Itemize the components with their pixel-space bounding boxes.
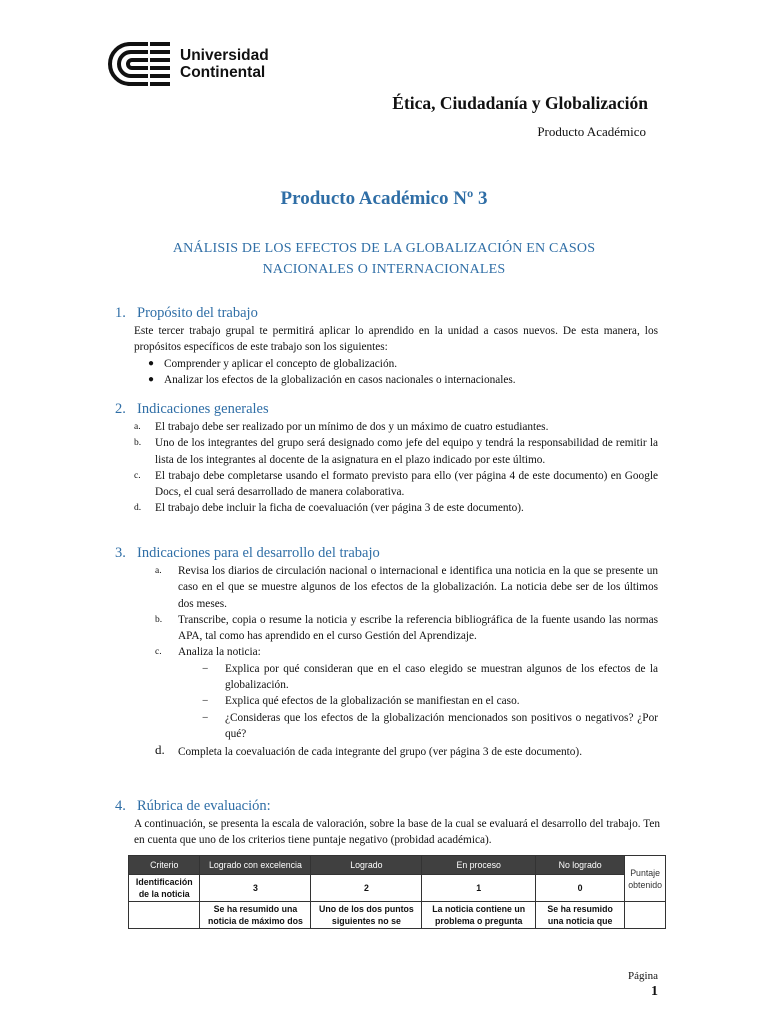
section-2-title: Indicaciones generales [137,401,269,417]
list-marker: a. [134,422,141,432]
column-header: En proceso [422,856,536,875]
sub-list-item-text: ¿Consideras que los efectos de la globalización mencionados son positivos o negativos? ¿Por qué? [225,711,658,740]
list-marker: b. [134,438,142,449]
list-marker: c. [134,470,141,481]
column-header: Logrado con excelencia [200,856,311,875]
list-item [134,500,658,516]
logo-text [180,47,269,81]
section-3-heading [115,545,380,562]
column-header: Logrado [311,856,422,875]
list-item [134,435,658,468]
column-header: No logrado [536,856,625,875]
section-3-list [155,563,658,761]
university-logo [108,40,269,88]
table-cell [129,902,200,929]
sub-list-item [178,661,658,694]
list-item [155,744,658,760]
rubric-table [128,855,666,929]
section-1-title: Propósito del trabajo [137,305,258,321]
table-row [129,875,666,902]
table-cell: 0 [536,875,625,902]
column-header: Criterio [129,856,200,875]
table-cell: La noticia contiene un problema o pregunta [422,902,536,929]
list-item: ● Analizar los efectos de la globalización en casos nacionales o internacionales. [148,372,658,388]
sub-list-item [178,693,658,709]
table-cell: Se ha resumido una noticia que [536,902,625,929]
section-4-text: A continuación, se presenta la escala de valoración, sobre la base de la cual se evaluará el desarrollo del trabajo. Ten en cuenta que uno de los criterios tiene puntaje negativo (probidad académica). [134,818,660,847]
table-cell: 1 [422,875,536,902]
dash-marker: − [202,662,209,675]
list-item-text: El trabajo debe ser realizado por un mínimo de dos y un máximo de cuatro estudiantes. [155,421,549,433]
section-2-list [134,419,658,517]
course-subtitle: Producto Académico [537,124,646,139]
column-header-score: Puntaje obtenido [625,856,666,902]
table-cell: Identificación de la noticia [129,875,200,902]
list-item-text: Uno de los integrantes del grupo será designado como jefe del equipo y tendrá la responsabilidad de remitir la lista de los integrantes al docente de la asignatura en el plazo indicado por este último. [155,437,658,466]
logo-line1: Universidad [180,47,269,64]
list-marker: d. [134,503,142,514]
page-number: 1 [651,984,658,999]
list-marker: a. [155,566,162,576]
sub-list-item-text: Explica por qué consideran que en el caso elegido se muestran algunos de los efectos de la globalización. [225,662,658,692]
list-item-text: Revisa los diarios de circulación nacional o internacional e identifica una noticia en la que se presente un caso en el que se muestre algunos de los efectos de la globalización. La noticia debe ser de los últimos dos meses. [178,565,658,610]
section-4-title: Rúbrica de evaluación: [137,798,271,814]
table-cell: Se ha resumido una noticia de máximo dos [200,902,311,929]
list-item-text: El trabajo debe incluir la ficha de coevaluación (ver página 3 de este documento). [155,502,524,515]
section-2-heading [115,401,269,418]
list-item-text: El trabajo debe completarse usando el formato previsto para ello (ver página 4 de este documento) en Google Docs, el cual será desarrollado de manera colaborativa. [155,469,658,499]
dash-marker: − [202,711,209,724]
list-item: ● Comprender y aplicar el concepto de globalización. [148,356,658,372]
list-marker: d. [155,742,165,758]
list-item-text: Completa la coevaluación de cada integrante del grupo (ver página 3 de este documento). [178,746,583,759]
table-cell [625,902,666,929]
page-label: Página [628,970,658,982]
section-3-number: 3. [115,545,126,561]
list-item [155,563,658,612]
course-title: Ética, Ciudadanía y Globalización [392,93,648,113]
list-marker: b. [155,614,163,625]
sub-list-item [178,710,658,743]
section-1-bullets [148,356,658,389]
list-item-text: Transcribe, copia o resume la noticia y escribe la referencia bibliográfica de la fuente usando las normas APA, tal como has aprendido en el curso Gestión del Aprendizaje. [178,613,658,643]
section-1-heading [115,305,258,322]
document-subtitle: ANÁLISIS DE LOS EFECTOS DE LA GLOBALIZACIÓN EN CASOS NACIONALES O INTERNACIONALES [172,241,596,277]
table-cell: 3 [200,875,311,902]
section-4-number: 4. [115,798,126,814]
section-4-heading [115,798,271,815]
table-cell: 2 [311,875,422,902]
table-row [129,902,666,929]
list-item-text: Analiza la noticia: [178,646,261,659]
list-item [155,644,658,742]
dash-marker: − [202,695,209,708]
list-item [134,468,658,501]
document-title: Producto Académico Nº 3 [280,188,488,209]
section-1-number: 1. [115,305,126,321]
table-header-row [129,856,666,875]
sub-list-item-text: Explica qué efectos de la globalización se manifiestan en el caso. [225,695,520,708]
list-item [155,612,658,645]
list-marker: c. [155,647,162,658]
section-1-text: Este tercer trabajo grupal te permitirá aplicar lo aprendido en la unidad a casos nuevos. De esta manera, los propósitos específicos de este trabajo son los siguientes: [134,325,658,354]
section-3-title: Indicaciones para el desarrollo del trabajo [137,545,380,561]
logo-line2: Continental [180,64,266,81]
page-footer [628,968,658,1000]
table-cell: Uno de los dos puntos siguientes no se [311,902,422,929]
list-item [134,419,658,435]
continental-logo-icon [108,40,172,88]
section-3-sublist [178,661,658,742]
section-2-number: 2. [115,401,126,417]
